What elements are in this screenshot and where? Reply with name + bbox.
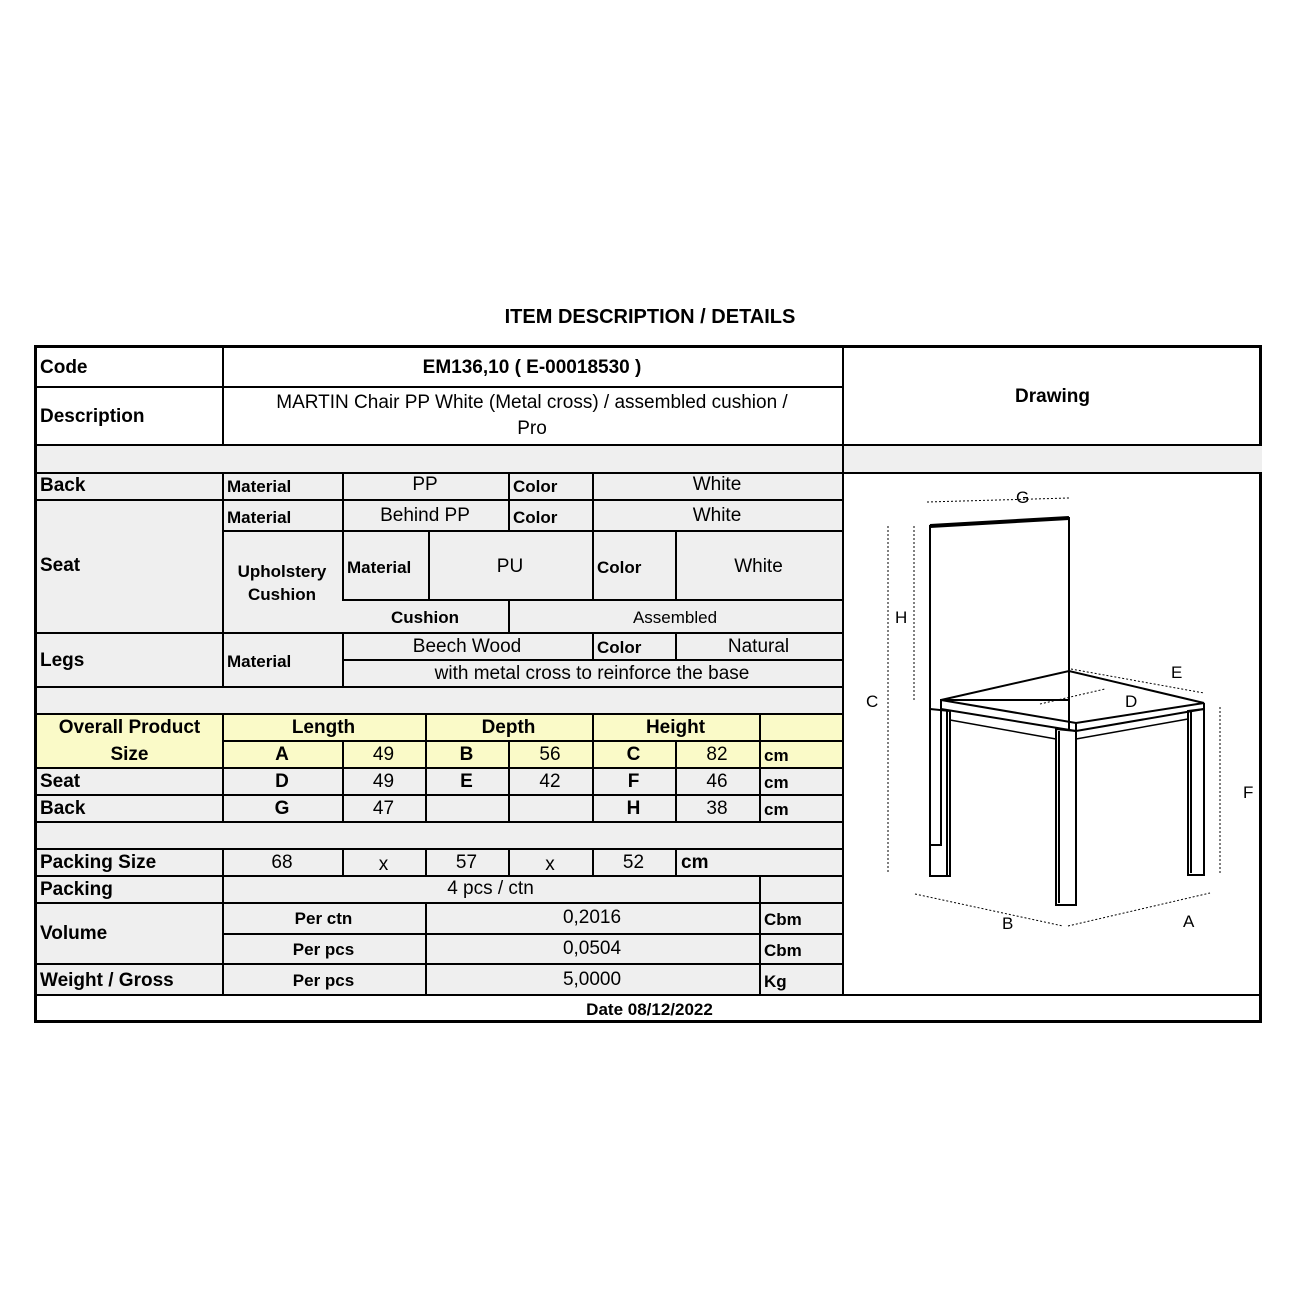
dimension-d-label: D [1125,692,1138,711]
legs-material: Beech Wood [412,636,522,657]
size-key-e: E [460,771,473,792]
packing-value: 4 pcs / ctn [447,878,534,899]
size-value-e: 42 [539,771,561,792]
volume-per-ctn-label: Per ctn [294,909,353,928]
size-value-d: 49 [372,771,395,792]
seat-size-unit: cm [764,773,789,792]
description-line-2: Pro [517,418,547,439]
packing-x-1: x [378,854,389,875]
size-key-f: F [627,771,640,792]
seat-material-label: Material [227,508,292,527]
size-label-line-1: Overall Product [58,717,201,738]
volume-per-ctn: 0,2016 [562,907,622,928]
upholstery-color: White [734,556,783,577]
upholstery-material-label: Material [347,558,412,577]
seat-color: White [692,505,742,526]
back-material-label: Material [227,477,292,496]
weight-unit: Kg [764,972,787,991]
size-key-d: D [275,771,289,792]
packing-length: 68 [271,852,293,873]
legs-note: with metal cross to reinforce the base [434,663,750,684]
back-label: Back [40,475,86,496]
code-value: EM136,10 ( E-00018530 ) [422,357,642,378]
size-value-c: 82 [706,744,728,765]
dimension-g-label: G [1016,488,1030,507]
chair-drawing [843,473,1262,994]
description-label: Description [40,406,145,427]
size-key-c: C [626,744,641,765]
seat-size-label: Seat [40,771,81,792]
size-value-a: 49 [372,744,395,765]
document-title: ITEM DESCRIPTION / DETAILS [504,306,796,328]
size-key-g: G [274,798,290,819]
size-key-b: B [459,744,474,765]
size-key-h: H [626,798,641,819]
back-size-unit: cm [764,800,789,819]
size-label-line-2: Size [110,744,149,765]
size-value-h: 38 [706,798,728,819]
weight-value: 5,0000 [562,969,622,990]
upholstery-color-label: Color [597,558,642,577]
size-unit: cm [764,746,789,765]
volume-per-pcs-unit: Cbm [764,941,802,960]
dimension-c-label: C [866,692,879,711]
weight-per-pcs-label: Per pcs [292,971,355,990]
back-material: PP [412,474,438,495]
packing-height: 52 [622,852,645,873]
cushion-label: Cushion [391,608,459,627]
cushion-type-label: Cushion [248,585,316,604]
dimension-f-label: F [1243,783,1254,802]
date: Date 08/12/2022 [586,1000,713,1019]
spec-sheet [34,345,1262,1023]
description-line-1: MARTIN Chair PP White (Metal cross) / assembled cushion / [276,392,788,413]
dimension-h-label: H [895,608,908,627]
volume-per-pcs-label: Per pcs [292,940,355,959]
upholstery-material: PU [496,556,524,577]
depth-header: Depth [481,717,536,738]
packing-label: Packing [40,879,113,900]
packing-size-label: Packing Size [40,852,157,873]
dimension-a-label: A [1183,912,1195,931]
seat-label: Seat [40,555,81,576]
height-header: Height [645,717,706,738]
packing-x-2: x [545,854,555,875]
seat-color-label: Color [513,508,558,527]
size-value-f: 46 [706,771,728,792]
weight-label: Weight / Gross [40,970,174,991]
volume-label: Volume [40,923,108,944]
size-value-b: 56 [539,744,561,765]
size-value-g: 47 [372,798,395,819]
back-color: White [692,474,742,495]
legs-label: Legs [40,650,85,671]
legs-material-label: Material [227,652,292,671]
upholstery-label: Upholstery [237,562,327,581]
packing-size-unit: cm [681,852,709,873]
back-size-label: Back [40,798,86,819]
code-label: Code [40,357,88,378]
length-header: Length [291,717,356,738]
legs-color-label: Color [597,638,642,657]
dimension-e-label: E [1171,663,1183,682]
volume-per-pcs: 0,0504 [562,938,622,959]
volume-per-ctn-unit: Cbm [764,910,802,929]
packing-width: 57 [455,852,478,873]
cushion-value: Assembled [632,608,718,627]
size-key-a: A [275,744,289,765]
back-color-label: Color [513,477,558,496]
dimension-b-label: B [1002,914,1014,933]
drawing-label: Drawing [1015,386,1090,407]
legs-color: Natural [727,636,790,657]
seat-material: Behind PP [380,505,470,526]
